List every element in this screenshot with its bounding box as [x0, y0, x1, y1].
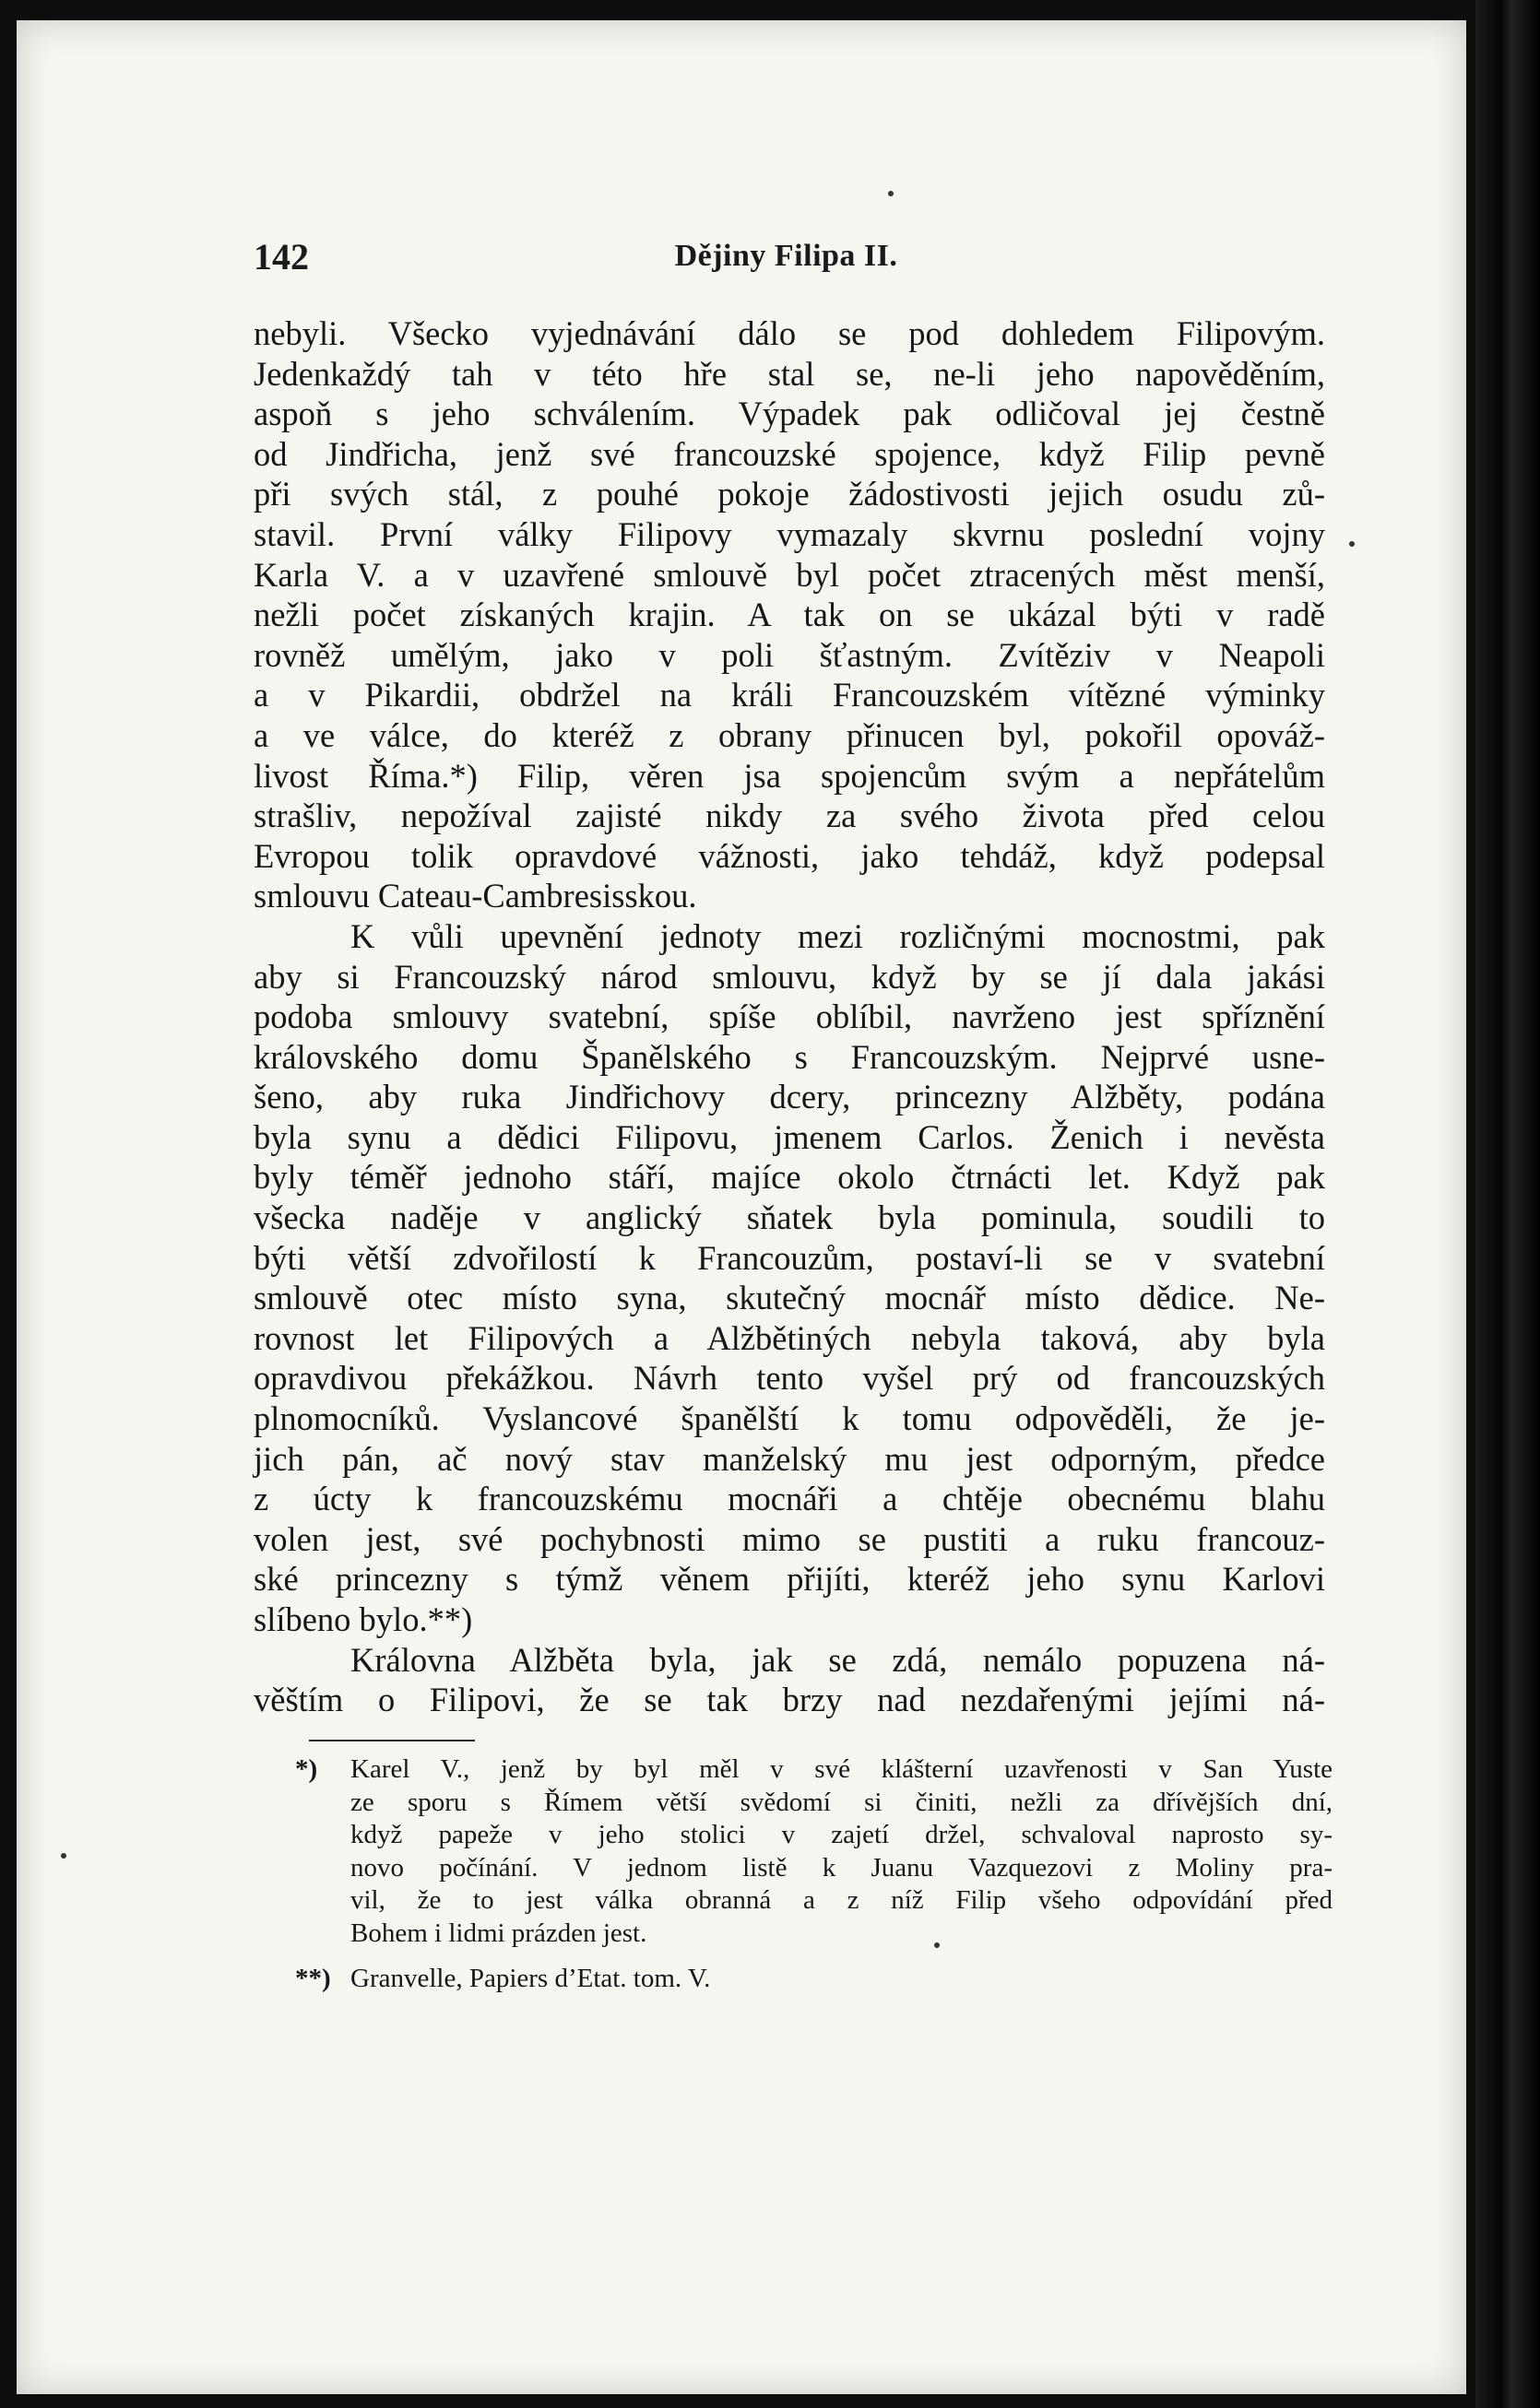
footnote-line: Granvelle, Papiers d’Etat. tom. V.: [350, 1964, 711, 1993]
text-line: aspoň s jeho schválením. Výpadek pak odličoval jej čestně: [254, 395, 1325, 433]
text-line: z úcty k francouzskému mocnáři a chtěje obecnému blahu: [254, 1480, 1325, 1518]
text-line: rovnost let Filipových a Alžbětiných nebyla taková, aby byla: [254, 1318, 1325, 1357]
text-line: K vůli upevnění jednoty mezi rozličnými mocnostmi, pak: [350, 916, 1325, 955]
footnote-1: [295, 1753, 1333, 1950]
ink-speck: [888, 191, 894, 196]
text-line: všecka naděje v anglický sňatek byla pominula, soudili to: [254, 1198, 1325, 1237]
text-line: rovněž umělým, jako v poli šťastným. Zvítěziv v Neapoli: [254, 635, 1325, 674]
text-line: ské princezny s týmž věnem přijíti, kteréž jeho synu Karlovi: [254, 1560, 1325, 1599]
text-line: podoba smlouvy svatební, spíše oblíbil, navrženo jest spříznění: [254, 997, 1325, 1036]
main-text: [254, 313, 1325, 1720]
text-line: nebyli. Všecko vyjednávání dálo se pod dohledem Filipovým.: [254, 314, 1325, 352]
text-line: strašliv, nepožíval zajisté nikdy za svého života před celou: [254, 797, 1325, 835]
text-line: smlouvu Cateau-Cambresisskou.: [254, 877, 697, 915]
text-line: při svých stál, z pouhé pokoje žádostivosti jejich osudu zů-: [254, 475, 1325, 513]
text-line: plnomocníků. Vyslancové španělští k tomu odpověděli, že je-: [254, 1399, 1325, 1438]
ink-speck: [1349, 541, 1355, 547]
text-line: od Jindřicha, jenž své francouzské spojence, když Filip pevně: [254, 434, 1325, 473]
text-line: jich pán, ač nový stav manželský mu jest odporným, předce: [254, 1439, 1325, 1478]
text-line: a v Pikardii, obdržel na králi Francouzském vítězné výminky: [254, 676, 1325, 714]
text-line: volen jest, své pochybnosti mimo se pustiti a ruku francouz-: [254, 1519, 1325, 1558]
text-line: livost Říma.*) Filip, věren jsa spojencům svým a nepřátelům: [254, 756, 1325, 795]
text-line: byla synu a dědici Filipovu, jmenem Carlos. Ženich i nevěsta: [254, 1117, 1325, 1156]
footnotes: [295, 1753, 1333, 1996]
footnote-line: ze sporu s Římem větší svědomí si činiti, nežli za dřívějších dní,: [350, 1787, 1333, 1817]
text-line: stavil. První války Filipovy vymazaly skvrnu poslední vojny: [254, 514, 1325, 553]
footnote-separator: [309, 1740, 475, 1741]
text-line: slíbeno bylo.**): [254, 1600, 473, 1638]
footnote-marker: **): [295, 1964, 331, 1993]
running-title: Dějiny Filipa II.: [674, 239, 898, 273]
footnote-line: novo počínání. V jednom listě k Juanu Vazquezovi z Moliny pra-: [350, 1852, 1333, 1883]
page-header: [235, 235, 1337, 290]
text-line: šeno, aby ruka Jindřichovy dcery, princezny Alžběty, podána: [254, 1078, 1325, 1116]
text-line: byly téměř jednoho stáří, majíce okolo čtrnácti let. Když pak: [254, 1158, 1325, 1197]
page-number: 142: [254, 236, 309, 277]
text-line: Jedenkaždý tah v této hře stal se, ne-li jeho napověděním,: [254, 354, 1325, 393]
text-line: královského domu Španělského s Francouzským. Nejprvé usne-: [254, 1037, 1325, 1076]
text-line: Evropou tolik opravdové vážnosti, jako tehdáž, když podepsal: [254, 836, 1325, 875]
text-line: a ve válce, do kteréž z obrany přinucen byl, pokořil opováž-: [254, 715, 1325, 754]
text-line: nežli počet získaných krajin. A tak on se ukázal býti v radě: [254, 596, 1325, 634]
text-line: věštím o Filipovi, že se tak brzy nad nezdařenými jejími ná-: [254, 1681, 1325, 1719]
footnote-line: Bohem i lidmi prázden jest.: [350, 1918, 647, 1948]
footnote-2: [295, 1963, 1333, 1996]
text-line: opravdivou překážkou. Návrh tento vyšel prý od francouzských: [254, 1359, 1325, 1398]
text-line: Královna Alžběta byla, jak se zdá, nemálo popuzena ná-: [350, 1640, 1325, 1679]
footnote-line: Karel V., jenž by byl měl v své klášterní uzavřenosti v San Yuste: [350, 1754, 1333, 1784]
footnote-line: vil, že to jest válka obranná a z níž Filip všeho odpovídání před: [350, 1885, 1333, 1915]
text-line: smlouvě otec místo syna, skutečný mocnář místo dědice. Ne-: [254, 1279, 1325, 1317]
book-binding-edge: [1475, 0, 1540, 2408]
text-line: Karla V. a v uzavřené smlouvě byl počet ztracených měst menší,: [254, 555, 1325, 594]
text-line: aby si Francouzský národ smlouvu, když by se jí dala jakási: [254, 957, 1325, 996]
ink-speck: [61, 1853, 66, 1859]
text-line: býti větší zdvořilostí k Francouzům, postaví-li se v svatební: [254, 1238, 1325, 1277]
footnote-marker: *): [295, 1754, 318, 1784]
footnote-line: když papeže v jeho stolici v zajetí držel, schvaloval naprosto sy-: [350, 1820, 1333, 1849]
